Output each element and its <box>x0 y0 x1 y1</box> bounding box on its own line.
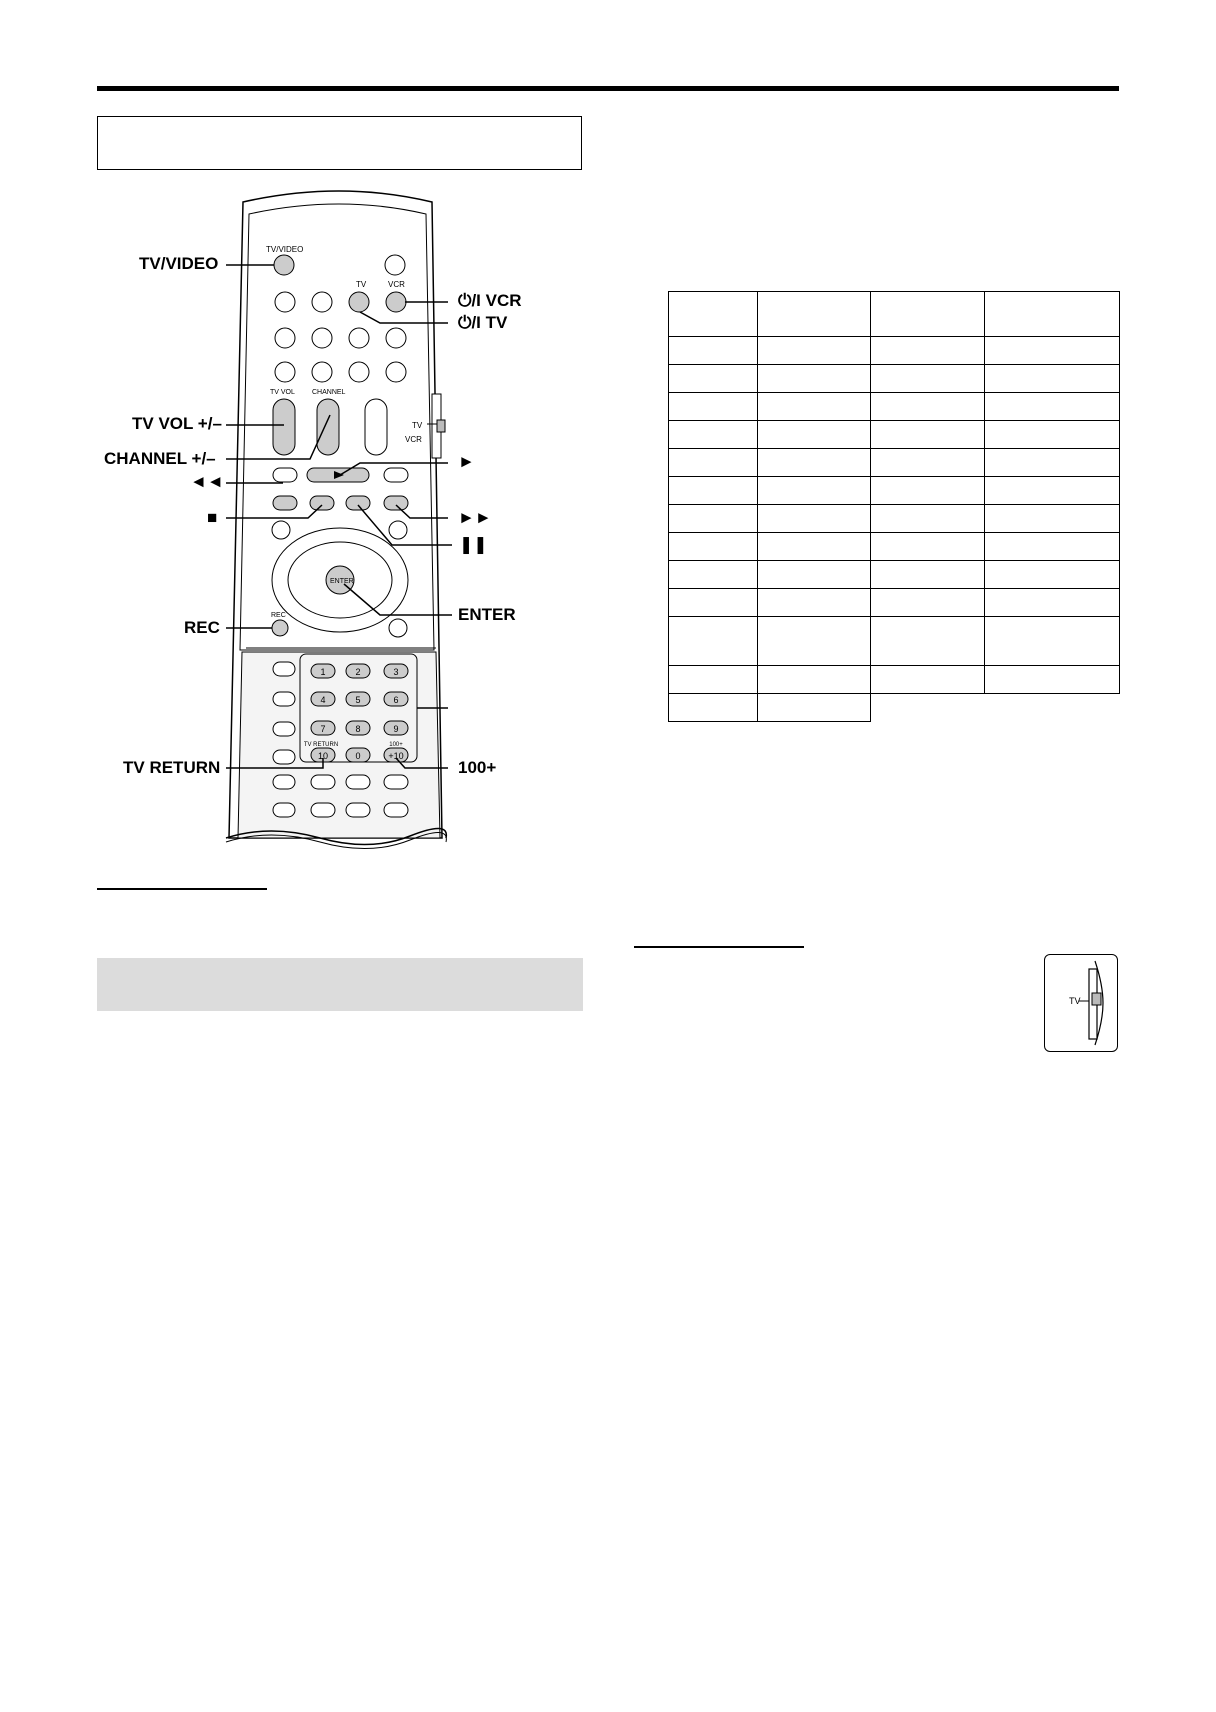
svg-text:TV RETURN: TV RETURN <box>303 742 339 748</box>
play-callout: ► <box>458 452 475 471</box>
svg-text:+10: +10 <box>388 751 404 761</box>
enter-callout: ENTER <box>458 605 516 624</box>
svg-text:9: 9 <box>393 724 399 734</box>
tv-return-callout: TV RETURN <box>123 758 221 777</box>
svg-text:100+: 100+ <box>389 742 403 748</box>
tv-switch-illustration <box>1044 954 1118 1052</box>
svg-text:4: 4 <box>320 695 326 705</box>
svg-text:3: 3 <box>393 667 399 677</box>
svg-text:7: 7 <box>320 724 326 734</box>
switch-icon <box>1045 955 1117 1051</box>
maker-code-table <box>668 291 1120 722</box>
svg-text:TV: TV <box>356 280 367 289</box>
channel-callout: CHANNEL +/– <box>104 449 216 468</box>
rec-callout: REC <box>184 618 220 637</box>
svg-text:VCR: VCR <box>388 280 405 289</box>
stop-callout: ■ <box>207 508 218 527</box>
section-heading-box <box>97 958 583 1011</box>
svg-text:1: 1 <box>320 667 326 677</box>
note-rule-left <box>97 888 267 890</box>
power-vcr-callout: ⏻/I VCR <box>458 291 522 310</box>
fast-forward-callout: ►► <box>458 508 492 527</box>
svg-text:6: 6 <box>393 695 399 705</box>
svg-text:2: 2 <box>355 667 361 677</box>
power-tv-callout: ⏻/I TV <box>458 313 508 332</box>
svg-text:CHANNEL: CHANNEL <box>312 389 346 396</box>
svg-text:0: 0 <box>355 751 361 761</box>
pause-callout: ❚❚ <box>459 535 488 554</box>
switch-tv-text: TV <box>1069 996 1081 1006</box>
svg-text:REC: REC <box>271 612 286 619</box>
svg-text:8: 8 <box>355 724 361 734</box>
hundred-plus-callout: 100+ <box>458 758 497 777</box>
svg-text:10: 10 <box>317 751 329 761</box>
rewind-callout: ◄◄ <box>190 472 224 491</box>
switch-tv-label: TV <box>412 421 423 430</box>
switch-vcr-label: VCR <box>405 435 422 444</box>
svg-text:ENTER: ENTER <box>330 578 354 585</box>
svg-text:5: 5 <box>355 695 361 705</box>
note-rule-right <box>634 946 804 948</box>
tv-video-callout: TV/VIDEO <box>139 254 219 273</box>
tv-vol-callout: TV VOL +/– <box>132 414 222 433</box>
svg-text:TV VOL: TV VOL <box>270 389 295 396</box>
svg-text:TV/VIDEO: TV/VIDEO <box>266 245 304 254</box>
